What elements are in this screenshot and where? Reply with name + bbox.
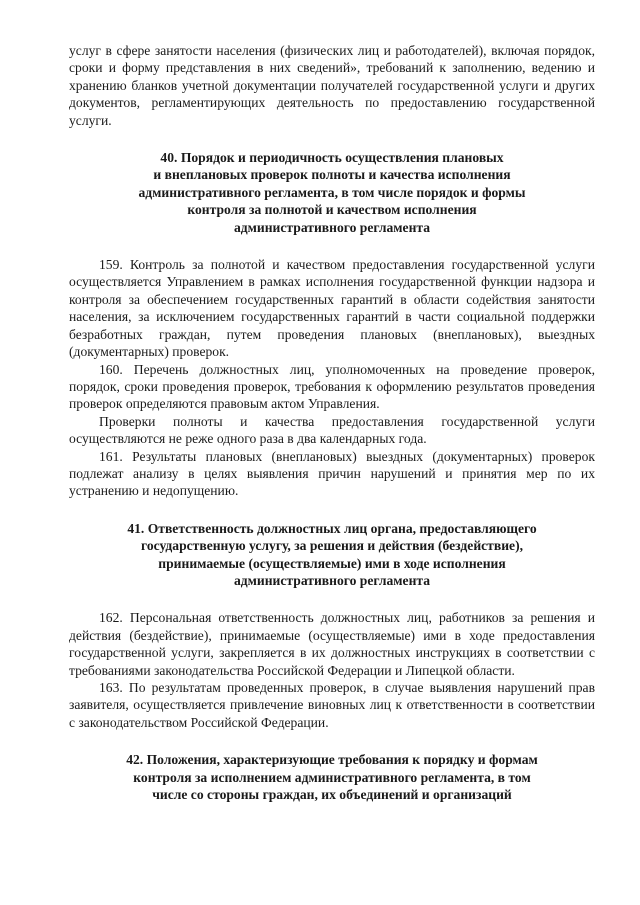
section-42-title-line: числе со стороны граждан, их объединений и организаций bbox=[152, 787, 512, 803]
section-41-title-line: государственную услугу, за решения и действия (бездействие), bbox=[140, 538, 523, 554]
section-40-title-line: и внеплановых проверок полноты и качества исполнения bbox=[153, 167, 511, 183]
section-40-title-line: административного регламента, в том числе порядок и формы bbox=[138, 184, 526, 200]
paragraph-inspections-frequency: Проверки полноты и качества предоставления государственной услуги осуществляются не реже одного раза в два календарных года. bbox=[69, 413, 595, 447]
section-42-title-line: контроля за исполнением административного регламента, в том bbox=[133, 769, 531, 785]
section-40-title-line: 40. Порядок и периодичность осуществления плановых bbox=[160, 150, 504, 166]
section-40-title bbox=[69, 149, 595, 236]
section-40-title-line: административного регламента bbox=[233, 219, 431, 235]
intro-paragraph: услуг в сфере занятости населения (физических лиц и работодателей), включая порядок, сроки и форму представления в них сведений», требований к заполнению, ведению и хранению бланков учетной документации получателей государственной услуги и других документов, регламентирующих деятельность по предоставлению государственной услуги. bbox=[69, 43, 595, 128]
section-41-title-line: административного регламента bbox=[233, 572, 431, 588]
section-42-title-line: 42. Положения, характеризующие требования к порядку и формам bbox=[126, 752, 538, 768]
paragraph-163: 163. По результатам проведенных проверок, в случае выявления нарушений прав заявителя, осуществляется привлечение виновных лиц к ответственности в соответствии с законодательством Российской Федерации. bbox=[69, 680, 595, 730]
section-41-title bbox=[69, 520, 595, 590]
section-41-title-line: 41. Ответственность должностных лиц органа, предоставляющего bbox=[127, 520, 537, 536]
paragraph-160: 160. Перечень должностных лиц, уполномоченных на проведение проверок, порядок, сроки проведения проверок, требования к оформлению результатов проведения проверок определяются правовым актом Управления. bbox=[69, 361, 595, 412]
paragraph-161: 161. Результаты плановых (внеплановых) выездных (документарных) проверок подлежат анализу в целях выявления причин нарушений и принятия мер по их устранению и недопущению. bbox=[69, 448, 595, 499]
section-41-title-line: принимаемые (осуществляемые) ими в ходе исполнения bbox=[158, 555, 506, 571]
paragraph-159: 159. Контроль за полнотой и качеством предоставления государственной услуги осуществляется Управлением в рамках исполнения государственной функции надзора и контроля за обеспечением государственных гарантий в области содействия занятости населения, за исключением государственных гарантий в части социальной поддержки безработных граждан, путем проведения плановых (внеплановых), выездных (документарных) проверок. bbox=[69, 257, 595, 360]
paragraph-162: 162. Персональная ответственность должностных лиц, работников за решения и действия (бездействие), принимаемые (осуществляемые) ими в ходе предоставления государственной услуги, закрепляется в их должностных инструкциях в соответствии с требованиями законодательства Российской Федерации и Липецкой области. bbox=[69, 610, 595, 678]
section-42-title bbox=[69, 751, 595, 803]
section-40-title-line: контроля за полнотой и качеством исполнения bbox=[187, 202, 477, 218]
